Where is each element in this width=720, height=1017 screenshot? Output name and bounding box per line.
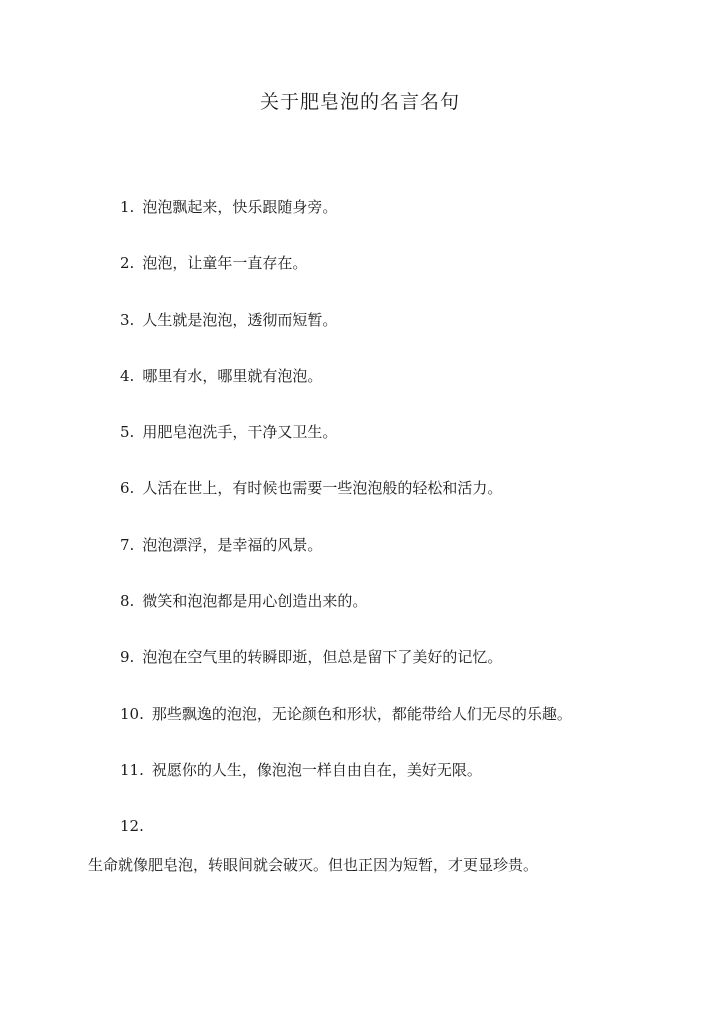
item-number: 1. xyxy=(120,198,135,216)
document-title: 关于肥皂泡的名言名句 xyxy=(259,91,460,113)
item-number: 11. xyxy=(120,760,144,779)
item-number: 3. xyxy=(120,310,135,329)
list-item xyxy=(120,361,572,417)
item-text: 泡泡，让童年一直存在。 xyxy=(142,254,308,273)
list-item xyxy=(120,642,572,698)
item-text: 泡泡飘起来，快乐跟随身旁。 xyxy=(142,198,338,216)
item-number: 9. xyxy=(120,648,135,667)
list-item xyxy=(120,530,572,586)
quote-list xyxy=(120,192,572,868)
item-number: 4. xyxy=(120,366,135,385)
item-text: 用肥皂泡洗手，干净又卫生。 xyxy=(142,423,338,442)
list-item xyxy=(120,699,572,755)
item-text: 泡泡在空气里的转瞬即逝，但总是留下了美好的记忆。 xyxy=(142,648,503,667)
item-text: 人活在世上，有时候也需要一些泡泡般的轻松和活力。 xyxy=(142,479,503,498)
list-item xyxy=(120,305,572,361)
item-number: 7. xyxy=(120,535,135,554)
item-number: 6. xyxy=(120,479,135,498)
list-item xyxy=(120,586,572,642)
list-item xyxy=(120,248,572,304)
item-number: 2. xyxy=(120,254,135,273)
item-text: 泡泡漂浮，是幸福的风景。 xyxy=(142,535,323,554)
item-number: 10. xyxy=(120,704,144,723)
item-number: 5. xyxy=(120,423,135,442)
item-text: 哪里有水，哪里就有泡泡。 xyxy=(142,366,323,385)
list-item xyxy=(120,755,572,811)
item-number: 8. xyxy=(120,592,135,611)
item-number: 12. xyxy=(120,817,144,836)
list-item xyxy=(120,417,572,473)
list-item xyxy=(120,192,572,248)
item-12-text: 生命就像肥皂泡，转眼间就会破灭。但也正因为短暂，才更显珍贵。 xyxy=(88,856,539,874)
item-text: 人生就是泡泡，透彻而短暂。 xyxy=(142,310,338,329)
item-text: 祝愿你的人生，像泡泡一样自由自在，美好无限。 xyxy=(151,760,482,779)
item-text: 微笑和泡泡都是用心创造出来的。 xyxy=(142,592,368,611)
list-item xyxy=(120,473,572,529)
item-text: 那些飘逸的泡泡，无论颜色和形状，都能带给人们无尽的乐趣。 xyxy=(151,704,572,723)
